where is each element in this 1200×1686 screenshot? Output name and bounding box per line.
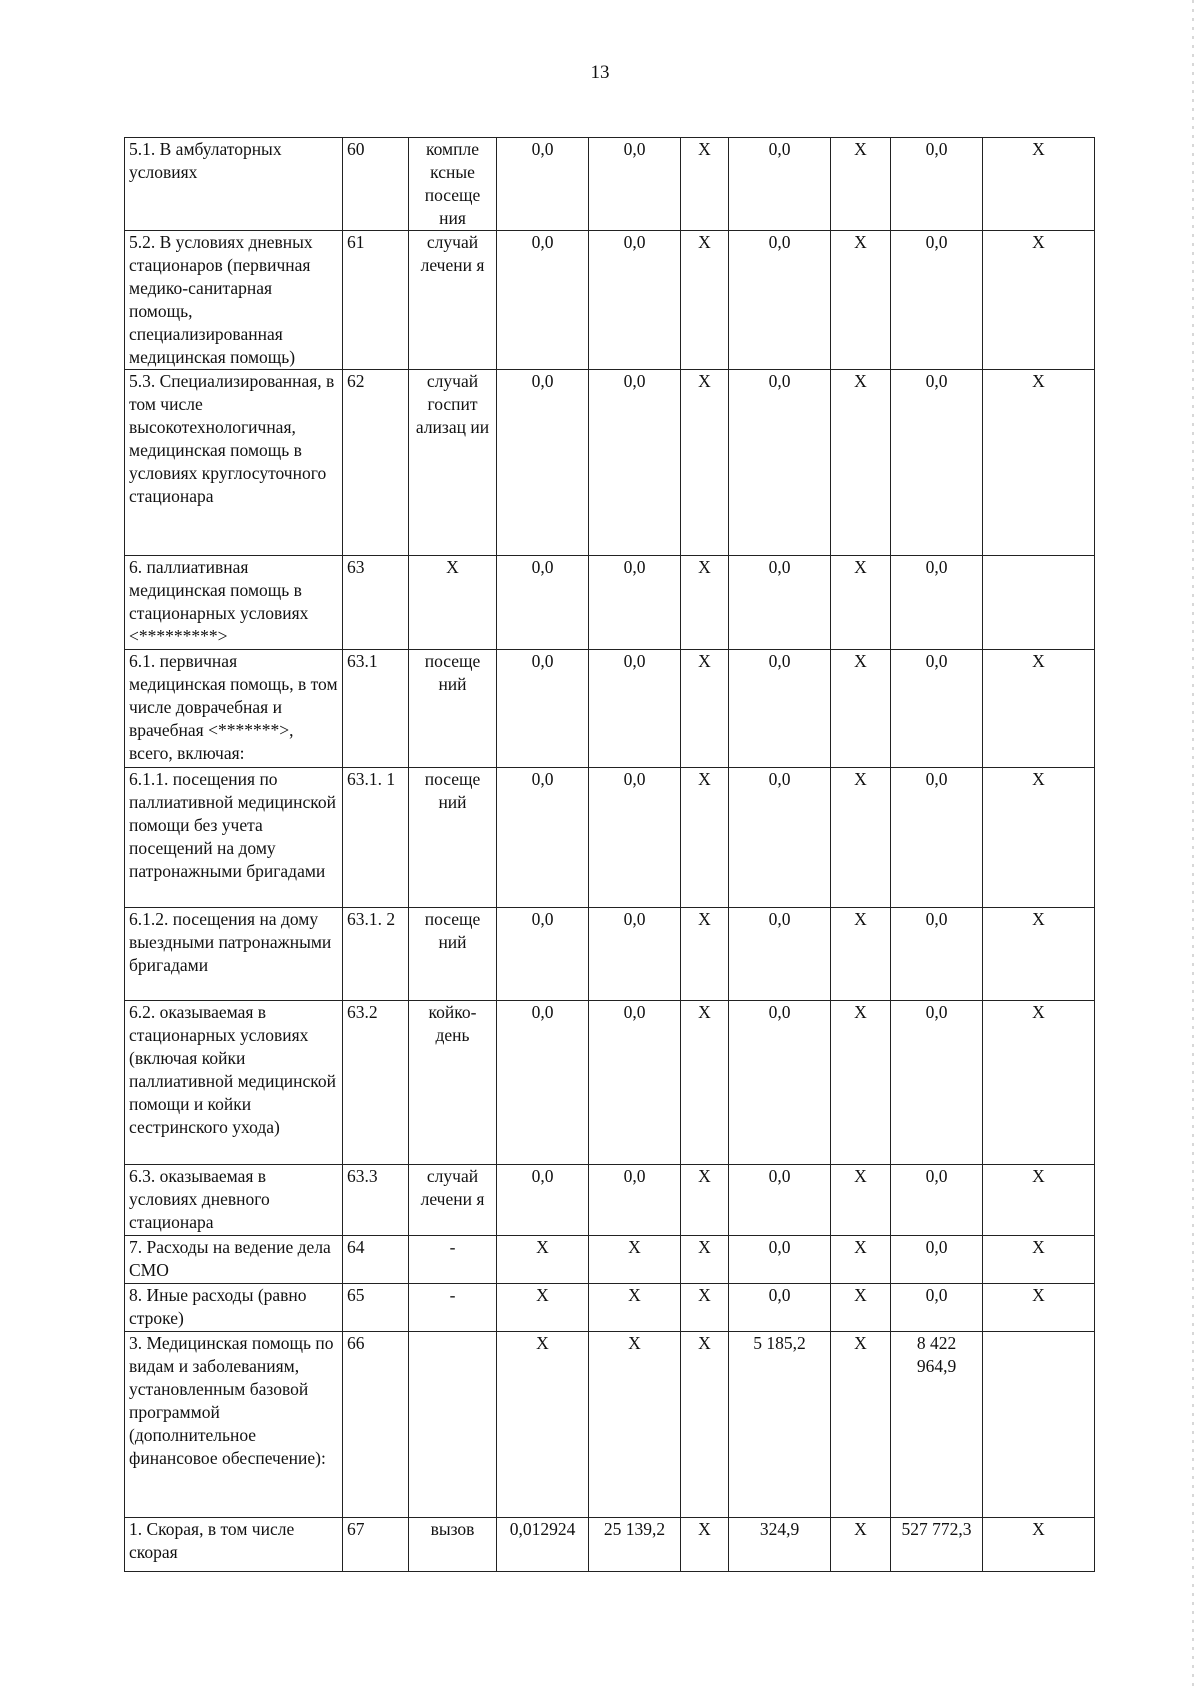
cell-value: X (681, 1165, 729, 1236)
cell-value: X (983, 138, 1095, 231)
cell-value: X (983, 1236, 1095, 1284)
row-unit (409, 1332, 497, 1518)
cell-value: X (831, 908, 891, 1001)
row-unit: посеще ний (409, 650, 497, 768)
row-name: 6.1.1. посещения по паллиативной медицинской помощи без учета посещений на дому патронажными бригадами (125, 768, 343, 908)
cell-value: 0,0 (589, 1165, 681, 1236)
row-unit: компле ксные посеще ния (409, 138, 497, 231)
table-row (125, 1165, 1095, 1236)
cell-value: 0,0 (729, 556, 831, 650)
cell-value: 324,9 (729, 1518, 831, 1572)
row-unit: - (409, 1236, 497, 1284)
cell-value: 0,0 (891, 908, 983, 1001)
table-row (125, 650, 1095, 768)
cell-value: 0,0 (891, 1284, 983, 1332)
row-code: 60 (343, 138, 409, 231)
cell-value: X (831, 1236, 891, 1284)
cell-value: X (831, 768, 891, 908)
cell-value: X (983, 370, 1095, 556)
cell-value: 0,0 (891, 1001, 983, 1165)
table-row (125, 768, 1095, 908)
cell-value: X (681, 1284, 729, 1332)
cell-value: 0,0 (589, 556, 681, 650)
cell-value: X (831, 138, 891, 231)
row-name: 6.3. оказываемая в условиях дневного стационара (125, 1165, 343, 1236)
cell-value: X (497, 1284, 589, 1332)
row-code: 66 (343, 1332, 409, 1518)
cell-value (983, 556, 1095, 650)
scan-edge-artifact (1192, 0, 1194, 1686)
table-row (125, 231, 1095, 370)
cell-value: X (497, 1236, 589, 1284)
cell-value: 0,0 (589, 650, 681, 768)
cell-value: X (681, 908, 729, 1001)
cell-value: X (983, 1284, 1095, 1332)
table-row (125, 1284, 1095, 1332)
cell-value: 0,0 (891, 370, 983, 556)
cell-value: 0,0 (729, 768, 831, 908)
cell-value: 0,0 (729, 231, 831, 370)
cell-value: X (983, 768, 1095, 908)
cell-value: 0,0 (497, 650, 589, 768)
cell-value: 0,012924 (497, 1518, 589, 1572)
cell-value: X (681, 768, 729, 908)
page-number: 13 (590, 62, 610, 83)
cell-value: X (681, 138, 729, 231)
cell-value: 0,0 (497, 768, 589, 908)
cell-value: 0,0 (891, 231, 983, 370)
row-code: 65 (343, 1284, 409, 1332)
cell-value: 0,0 (891, 768, 983, 908)
cell-value: X (983, 1001, 1095, 1165)
table-row (125, 370, 1095, 556)
row-name: 6.1.2. посещения на дому выездными патронажными бригадами (125, 908, 343, 1001)
cell-value: 0,0 (729, 370, 831, 556)
cell-value: X (681, 1518, 729, 1572)
row-code: 63 (343, 556, 409, 650)
cell-value: X (983, 650, 1095, 768)
cell-value: X (589, 1284, 681, 1332)
row-name: 6. паллиативная медицинская помощь в стационарных условиях <*********> (125, 556, 343, 650)
row-unit: X (409, 556, 497, 650)
row-unit: посеще ний (409, 768, 497, 908)
cell-value: X (983, 231, 1095, 370)
row-unit: койко-день (409, 1001, 497, 1165)
row-unit: - (409, 1284, 497, 1332)
cell-value: 0,0 (589, 1001, 681, 1165)
cell-value: X (681, 231, 729, 370)
cell-value (983, 1332, 1095, 1518)
cell-value: X (983, 1165, 1095, 1236)
row-name: 8. Иные расходы (равно строке) (125, 1284, 343, 1332)
table-row (125, 138, 1095, 231)
cell-value: 0,0 (497, 138, 589, 231)
table-row (125, 1332, 1095, 1518)
cell-value: 0,0 (589, 908, 681, 1001)
table-row (125, 1236, 1095, 1284)
row-code: 67 (343, 1518, 409, 1572)
row-name: 5.3. Специализированная, в том числе высокотехнологичная, медицинская помощь в условиях круглосуточного стационара (125, 370, 343, 556)
row-unit: случай госпит ализац ии (409, 370, 497, 556)
cell-value: 0,0 (729, 650, 831, 768)
row-code: 63.1 (343, 650, 409, 768)
cell-value: 0,0 (589, 768, 681, 908)
row-code: 64 (343, 1236, 409, 1284)
table-body (125, 138, 1095, 1572)
cell-value: X (831, 1001, 891, 1165)
cell-value: 5 185,2 (729, 1332, 831, 1518)
cell-value: 0,0 (589, 138, 681, 231)
row-code: 63.1. 1 (343, 768, 409, 908)
cell-value: X (831, 1165, 891, 1236)
cell-value: X (681, 1332, 729, 1518)
row-name: 1. Скорая, в том числе скорая (125, 1518, 343, 1572)
row-name: 6.2. оказываемая в стационарных условиях (включая койки паллиативной медицинской помощи и койки сестринского ухода) (125, 1001, 343, 1165)
cell-value: 0,0 (497, 556, 589, 650)
financing-table (124, 137, 1095, 1572)
cell-value: X (831, 556, 891, 650)
cell-value: X (681, 556, 729, 650)
row-code: 63.2 (343, 1001, 409, 1165)
cell-value: X (589, 1332, 681, 1518)
table-row (125, 1518, 1095, 1572)
cell-value: 0,0 (497, 908, 589, 1001)
row-code: 63.1. 2 (343, 908, 409, 1001)
cell-value: 8 422 964,9 (891, 1332, 983, 1518)
row-code: 63.3 (343, 1165, 409, 1236)
cell-value: X (831, 1332, 891, 1518)
cell-value: 0,0 (497, 1001, 589, 1165)
cell-value: X (831, 650, 891, 768)
cell-value: 0,0 (891, 650, 983, 768)
cell-value: 0,0 (497, 370, 589, 556)
table-row (125, 556, 1095, 650)
row-name: 6.1. первичная медицинская помощь, в том числе доврачебная и врачебная <*******>, всего, включая: (125, 650, 343, 768)
row-name: 5.1. В амбулаторных условиях (125, 138, 343, 231)
cell-value: 0,0 (729, 1284, 831, 1332)
row-name: 5.2. В условиях дневных стационаров (первичная медико-санитарная помощь, специализированная медицинская помощь) (125, 231, 343, 370)
cell-value: 0,0 (891, 556, 983, 650)
row-unit: случай лечени я (409, 231, 497, 370)
cell-value: 0,0 (497, 1165, 589, 1236)
cell-value: 25 139,2 (589, 1518, 681, 1572)
cell-value: X (497, 1332, 589, 1518)
cell-value: X (831, 1284, 891, 1332)
row-name: 3. Медицинская помощь по видам и заболеваниям, установленным базовой программой (дополнительное финансовое обеспечение): (125, 1332, 343, 1518)
cell-value: 0,0 (891, 1236, 983, 1284)
cell-value: 0,0 (729, 1001, 831, 1165)
cell-value: X (831, 370, 891, 556)
cell-value: X (831, 1518, 891, 1572)
cell-value: 0,0 (729, 1165, 831, 1236)
cell-value: X (831, 231, 891, 370)
cell-value: X (589, 1236, 681, 1284)
row-unit: случай лечени я (409, 1165, 497, 1236)
cell-value: X (681, 1236, 729, 1284)
cell-value: 0,0 (589, 231, 681, 370)
row-code: 61 (343, 231, 409, 370)
cell-value: X (983, 1518, 1095, 1572)
cell-value: 0,0 (497, 231, 589, 370)
row-unit: посеще ний (409, 908, 497, 1001)
cell-value: X (681, 370, 729, 556)
table-row (125, 1001, 1095, 1165)
cell-value: 0,0 (729, 908, 831, 1001)
table-row (125, 908, 1095, 1001)
cell-value: X (681, 1001, 729, 1165)
cell-value: 0,0 (729, 138, 831, 231)
cell-value: 527 772,3 (891, 1518, 983, 1572)
row-unit: вызов (409, 1518, 497, 1572)
row-code: 62 (343, 370, 409, 556)
cell-value: 0,0 (891, 138, 983, 231)
cell-value: 0,0 (729, 1236, 831, 1284)
cell-value: 0,0 (589, 370, 681, 556)
cell-value: X (983, 908, 1095, 1001)
cell-value: X (681, 650, 729, 768)
cell-value: 0,0 (891, 1165, 983, 1236)
row-name: 7. Расходы на ведение дела СМО (125, 1236, 343, 1284)
